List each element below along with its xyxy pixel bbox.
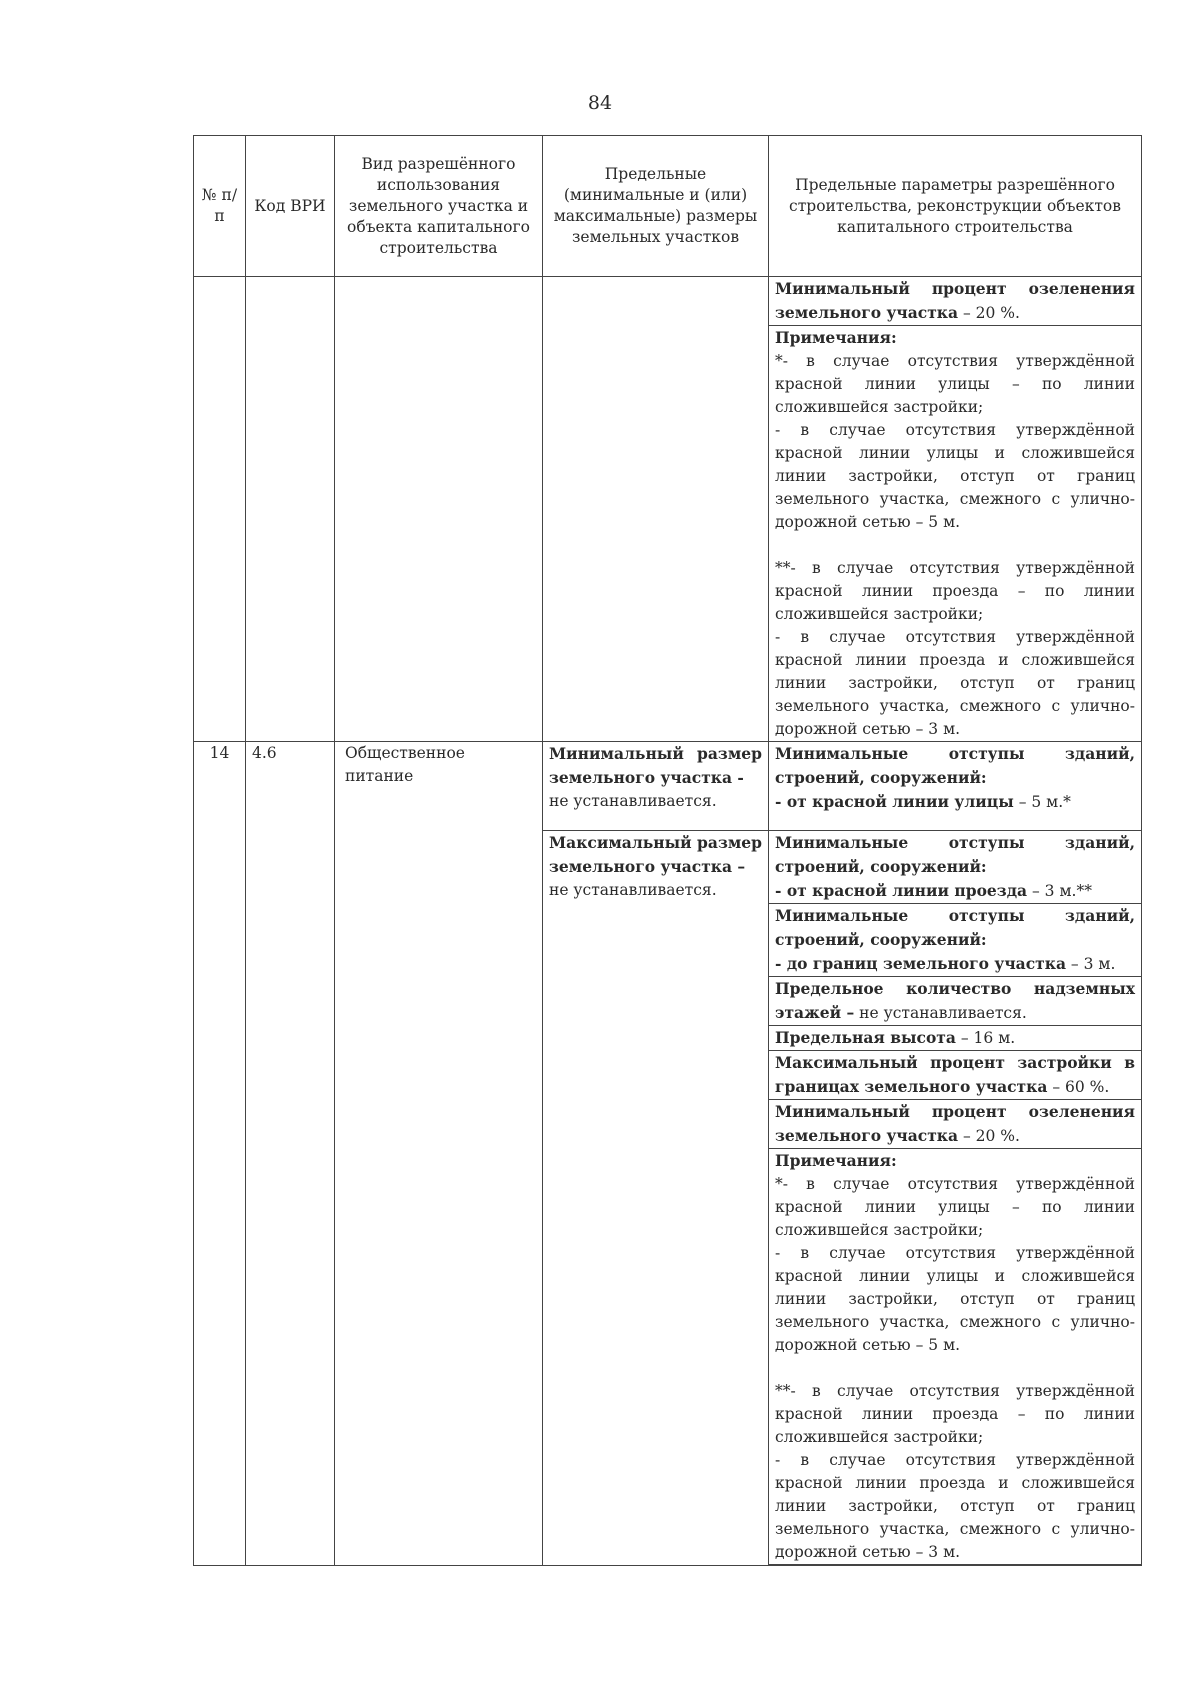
max-size-label: Максимальный размер земельного участка – — [549, 833, 762, 876]
param-label: Минимальные отступы зданий, строений, сооружений: — [775, 906, 1135, 949]
param-label: Минимальные отступы зданий, строений, сооружений: — [775, 833, 1135, 876]
param-label: Максимальный процент застройки в границах земельного участка — [775, 1053, 1135, 1096]
note-street-2: - в случае отсутствия утверждённой красной линии улицы и сложившейся линии застройки, отступ от границ земельного участка, смежного с улично-дорожной сетью – 5 м. — [775, 421, 1135, 531]
green-param — [769, 1100, 1142, 1149]
param-label: Минимальные отступы зданий, строений, сооружений: — [775, 744, 1135, 787]
table-row-14 — [194, 742, 1142, 831]
note-street-1: *- в случае отсутствия утверждённой красной линии улицы – по линии сложившейся застройки; — [775, 352, 1135, 416]
note-passage-2: - в случае отсутствия утверждённой красной линии проезда и сложившейся линии застройки, отступ от границ земельного участка, смежного с улично-дорожной сетью – 3 м. — [775, 628, 1135, 738]
row-num: 14 — [194, 742, 246, 1566]
param-value: не устанавливается. — [854, 1004, 1027, 1022]
notes-title: Примечания: — [775, 1151, 897, 1170]
param-value: – 60 %. — [1047, 1078, 1110, 1096]
param-line: - от красной линии проезда — [775, 881, 1028, 900]
header-params: Предельные параметры разрешённого строительства, реконструкции объектов капитального строительства — [769, 136, 1142, 277]
header-sizes: Предельные (минимальные и (или) максимальные) размеры земельных участков — [543, 136, 769, 277]
cont-use-cell — [335, 277, 543, 742]
spacer-cell — [769, 1565, 1142, 1566]
min-size-value: не устанавливается. — [549, 792, 717, 810]
setback-boundary-param — [769, 904, 1142, 977]
param-value: – 3 м.** — [1027, 882, 1092, 900]
page-number: 84 — [587, 92, 613, 114]
header-code: Код ВРИ — [246, 136, 335, 277]
param-label: Минимальный процент озеленения земельного участка — [775, 279, 1135, 322]
max-size-value: не устанавливается. — [549, 881, 717, 899]
param-value: – 20 %. — [958, 304, 1020, 322]
setback-passage-param — [769, 831, 1142, 904]
notes-cell — [769, 1149, 1142, 1565]
param-value: – 20 %. — [958, 1127, 1020, 1145]
param-label: Минимальный процент озеленения земельного участка — [775, 1102, 1135, 1145]
max-size-cell — [543, 831, 769, 1566]
table-header-row — [194, 136, 1142, 277]
min-size-label: Минимальный размер земельного участка - — [549, 744, 762, 787]
param-label: Предельная высота — [775, 1028, 956, 1047]
note-passage-1: **- в случае отсутствия утверждённой красной линии проезда – по линии сложившейся застройки; — [775, 1382, 1135, 1446]
note-passage-1: **- в случае отсутствия утверждённой красной линии проезда – по линии сложившейся застройки; — [775, 559, 1135, 623]
notes-title: Примечания: — [775, 328, 897, 347]
cont-notes — [769, 326, 1142, 742]
floors-param — [769, 977, 1142, 1026]
setback-street-param — [769, 742, 1142, 831]
note-street-2: - в случае отсутствия утверждённой красной линии улицы и сложившейся линии застройки, отступ от границ земельного участка, смежного с улично-дорожной сетью – 5 м. — [775, 1244, 1135, 1354]
regulations-table — [193, 135, 1142, 1566]
param-line: - от красной линии улицы — [775, 792, 1014, 811]
header-num: № п/п — [194, 136, 246, 277]
height-param — [769, 1026, 1142, 1051]
coverage-param — [769, 1051, 1142, 1100]
cont-green-param — [769, 277, 1142, 326]
table-row — [194, 277, 1142, 326]
row-use: Общественное питание — [335, 742, 543, 1566]
note-street-1: *- в случае отсутствия утверждённой красной линии улицы – по линии сложившейся застройки; — [775, 1175, 1135, 1239]
param-label: Предельное количество надземных этажей – — [775, 979, 1135, 1022]
param-line: - до границ земельного участка — [775, 954, 1066, 973]
param-value: – 5 м.* — [1013, 793, 1071, 811]
cont-size-cell — [543, 277, 769, 742]
header-use: Вид разрешённого использования земельного участка и объекта капитального строительства — [335, 136, 543, 277]
note-passage-2: - в случае отсутствия утверждённой красной линии проезда и сложившейся линии застройки, отступ от границ земельного участка, смежного с улично-дорожной сетью – 3 м. — [775, 1451, 1135, 1561]
min-size-cell — [543, 742, 769, 831]
cont-code-cell — [246, 277, 335, 742]
param-value: – 3 м. — [1066, 955, 1116, 973]
cont-num-cell — [194, 277, 246, 742]
row-code: 4.6 — [246, 742, 335, 1566]
param-value: – 16 м. — [955, 1029, 1016, 1047]
